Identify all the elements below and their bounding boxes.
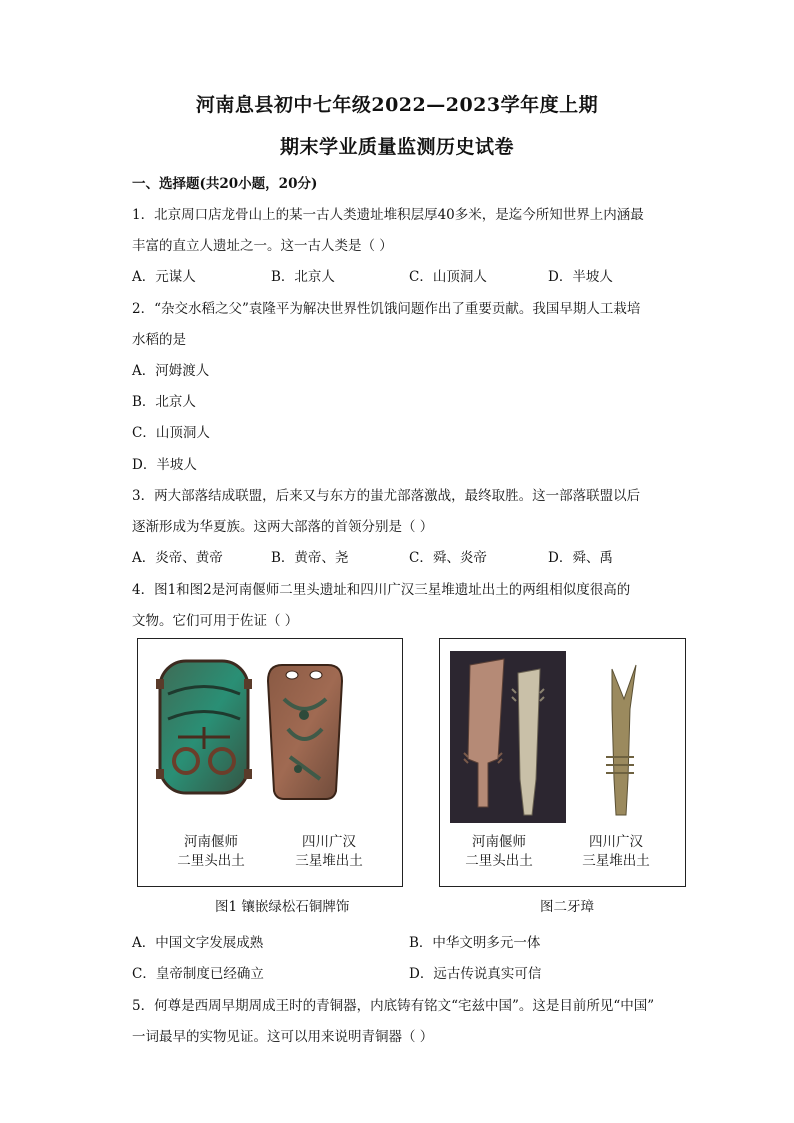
- q3-stem-line2: 逐渐形成为华夏族。这两大部落的首领分别是（ ）: [132, 519, 434, 535]
- q4-stem-line1: 4．图1和图2是河南偃师二里头遗址和四川广汉三星堆遗址出土的两组相似度很高的: [132, 582, 631, 598]
- q1-option-c[interactable]: C．山顶洞人: [409, 269, 487, 285]
- figure2-title: 图二牙璋: [540, 899, 594, 915]
- figure1-title: 图1 镶嵌绿松石铜牌饰: [215, 899, 350, 915]
- figure2-left-caption-line1: 河南偃师: [472, 834, 526, 850]
- q1-option-a[interactable]: A．元谋人: [132, 269, 196, 285]
- exam-title-line2: 期末学业质量监测历史试卷: [279, 136, 514, 158]
- figure2-right-caption-line1: 四川广汉: [589, 834, 643, 850]
- q5-stem-line1: 5．何尊是西周早期周成王时的青铜器，内底铸有铭文“宅兹中国”。这是目前所见“中国”: [132, 998, 655, 1014]
- q4-option-a[interactable]: A．中国文字发展成熟: [132, 935, 264, 951]
- q2-option-d[interactable]: D．半坡人: [132, 457, 197, 473]
- q1-stem-line2: 丰富的直立人遗址之一。这一古人类是（ ）: [132, 238, 393, 254]
- q1-option-d[interactable]: D．半坡人: [548, 269, 613, 285]
- figure2-photo: [440, 639, 685, 829]
- q3-option-b[interactable]: B．黄帝、尧: [271, 550, 349, 566]
- q2-stem-line1: 2．“杂交水稻之父”袁隆平为解决世界性饥饿问题作出了重要贡献。我国早期人工栽培: [132, 301, 641, 317]
- figure1-box: [137, 638, 403, 887]
- figure2-box: [439, 638, 686, 887]
- q4-option-c[interactable]: C．皇帝制度已经确立: [132, 966, 264, 982]
- q1-stem-line1: 1．北京周口店龙骨山上的某一古人类遗址堆积层厚40多米，是迄今所知世界上内涵最: [132, 207, 644, 223]
- yazhang-sanxingdui: [606, 665, 636, 815]
- turquoise-plaque-erlitou: [156, 661, 252, 793]
- q1-option-b[interactable]: B．北京人: [271, 269, 335, 285]
- q2-option-a[interactable]: A．河姆渡人: [132, 363, 210, 379]
- q3-stem-line1: 3．两大部落结成联盟，后来又与东方的蚩尤部落激战，最终取胜。这一部落联盟以后: [132, 488, 641, 504]
- figure1-photo: [138, 639, 402, 829]
- figure1-right-caption-line1: 四川广汉: [302, 834, 356, 850]
- figure1-right-caption-line2: 三星堆出土: [295, 853, 363, 869]
- q4-option-b[interactable]: B．中华文明多元一体: [409, 935, 541, 951]
- q4-option-d[interactable]: D．远古传说真实可信: [409, 966, 542, 982]
- q3-option-c[interactable]: C．舜、炎帝: [409, 550, 487, 566]
- q5-stem-line2: 一词最早的实物见证。这可以用来说明青铜器（ ）: [132, 1029, 434, 1045]
- q3-option-a[interactable]: A．炎帝、黄帝: [132, 550, 223, 566]
- figure1-left-caption-line2: 二里头出土: [177, 853, 245, 869]
- bronze-plaque-sanxingdui: [268, 665, 342, 799]
- exam-title-line1: 河南息县初中七年级2022—2023学年度上期: [195, 94, 599, 116]
- q3-option-d[interactable]: D．舜、禹: [548, 550, 613, 566]
- figure2-left-caption-line2: 二里头出土: [465, 853, 533, 869]
- figure1-left-caption-line1: 河南偃师: [184, 834, 238, 850]
- figure2-right-caption-line2: 三星堆出土: [582, 853, 650, 869]
- q4-stem-line2: 文物。它们可用于佐证（ ）: [132, 613, 299, 629]
- q2-option-c[interactable]: C．山顶洞人: [132, 425, 210, 441]
- q2-option-b[interactable]: B．北京人: [132, 394, 196, 410]
- section-heading: 一、选择题(共20小题，20分): [132, 176, 318, 192]
- figure2-dark-background: [450, 651, 566, 823]
- q2-stem-line2: 水稻的是: [132, 332, 186, 348]
